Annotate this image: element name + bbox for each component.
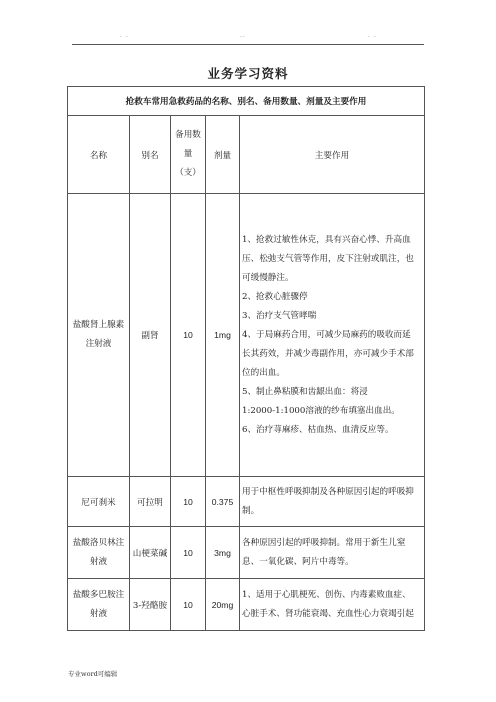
effect-line: 用于中枢性呼吸抑制及各种原因引起的呼吸抑 — [242, 486, 414, 497]
table-row — [68, 477, 425, 527]
effect-line: 长其药效，并减少毒副作用，亦可减少手术部 — [242, 348, 414, 359]
effect-line: 3、治疗支气管哮喘 — [242, 310, 317, 321]
header-dots-right: · · — [368, 34, 377, 41]
effect-line: 4、于局麻药合用，可减少局麻药的吸收而延 — [242, 329, 411, 340]
drug-name: 盐酸肾上腺素注射液 — [68, 194, 130, 477]
drug-alias: 副肾 — [130, 194, 171, 477]
header-dots-mid: ·· — [240, 34, 246, 41]
drug-effect — [240, 477, 425, 527]
col-header-qty — [171, 116, 206, 194]
page-title: 业务学习资料 — [207, 66, 289, 81]
drug-effect — [240, 527, 425, 579]
header-dots-left: · · — [120, 34, 129, 41]
effect-line: 可缓慢静注。 — [242, 272, 294, 283]
drug-name: 盐酸多巴胺注射液 — [68, 579, 130, 631]
effect-line: 5、制止鼻粘膜和齿龈出血：将浸 — [242, 386, 368, 397]
col-header-qty-line2: 量 — [183, 149, 193, 159]
drug-qty: 10 — [171, 527, 206, 579]
drug-qty: 10 — [171, 579, 206, 631]
drug-alias: 可拉明 — [130, 477, 171, 527]
effect-line: 6、治疗荨麻疹、枯血热、血清反应等。 — [242, 424, 394, 435]
col-header-alias: 别名 — [130, 116, 171, 194]
effect-line: 制。 — [242, 505, 260, 516]
header-rule — [72, 44, 424, 45]
drug-effect — [240, 194, 425, 477]
effect-line: 压、松弛支气管等作用，皮下注射或肌注，也 — [242, 253, 414, 264]
drug-dose: 1mg — [206, 194, 240, 477]
effect-line: 位的出血。 — [242, 367, 285, 378]
drug-dose: 0.375 — [206, 477, 240, 527]
col-header-qty-line3: （支） — [175, 168, 201, 178]
col-header-dose: 剂量 — [206, 116, 240, 194]
effect-line: 各种原因引起的呼吸抑制。常用于新生儿窒 — [242, 537, 406, 548]
drug-dose: 20mg — [206, 579, 240, 631]
drug-effect — [240, 579, 425, 631]
effect-line: 2、抢救心脏骤停 — [242, 291, 308, 302]
drug-qty: 10 — [171, 194, 206, 477]
drug-name: 尼可刹米 — [68, 477, 130, 527]
effect-line: 1:2000-1:1000溶液的纱布填塞出血出。 — [242, 405, 400, 416]
table-row — [68, 194, 425, 477]
effect-line: 心脏手术、肾功能衰竭、充血性心力衰竭引起 — [242, 608, 414, 619]
effect-line: 息、一氧化碳、阿片中毒等。 — [242, 556, 354, 567]
drug-alias: 山梗菜碱 — [130, 527, 171, 579]
drug-dose: 3mg — [206, 527, 240, 579]
col-header-effect: 主要作用 — [240, 116, 425, 194]
col-header-qty-line1: 备用数 — [175, 130, 201, 140]
effect-line: 1、适用于心肌梗死、创伤、内毒素败血症、 — [242, 589, 411, 600]
drug-alias: 3-羟酪胺 — [130, 579, 171, 631]
drug-table — [67, 86, 425, 631]
col-header-name: 名称 — [68, 116, 130, 194]
drug-name: 盐酸洛贝林注射液 — [68, 527, 130, 579]
page-footer: 专业word可编辑 — [68, 670, 118, 678]
table-row — [68, 527, 425, 579]
effect-line: 1、抢救过敏性休克，具有兴奋心悸、升高血 — [242, 234, 411, 245]
table-caption: 抢救车常用急救药品的名称、别名、备用数量、剂量及主要作用 — [68, 87, 425, 116]
table-row — [68, 579, 425, 631]
drug-qty: 10 — [171, 477, 206, 527]
